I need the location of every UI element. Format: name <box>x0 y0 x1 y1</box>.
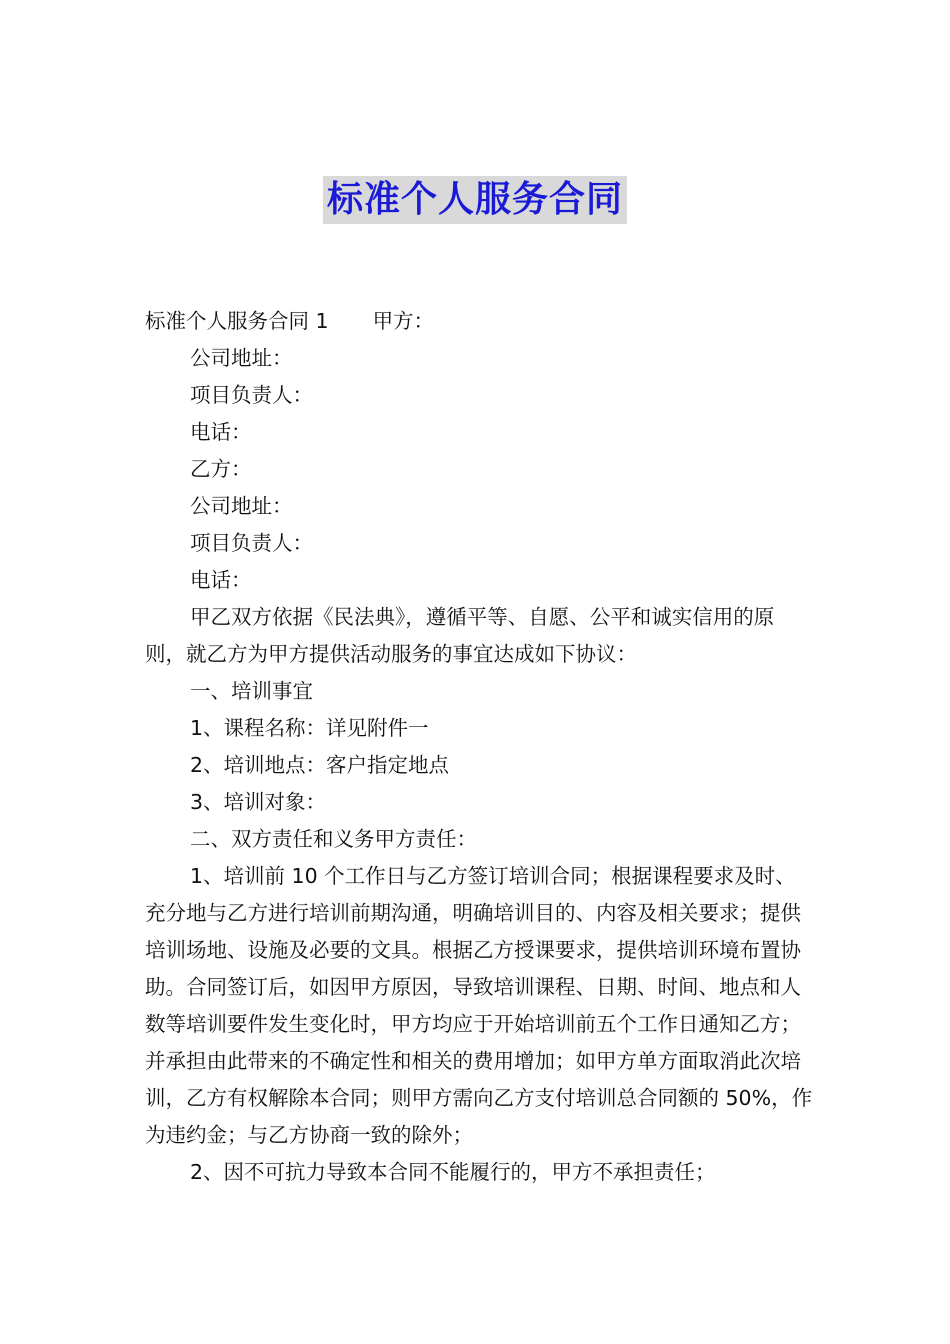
paragraph-company-address-b: 公司地址： <box>190 494 293 518</box>
paragraph-party-a-duty-1: 1、培训前 10 个工作日与乙方签订培训合同；根据课程要求及时、充分地与乙方进行培训前期沟通，明确培训目的、内容及相关要求；提供培训场地、设施及必要的文具。根据乙方授课要求，提供培训环境布置协助。合同签订后，如因甲方原因，导致培训课程、日期、时间、地点和人数等培训要件发生变化时，甲方均应于开始培训前五个工作日通知乙方；并承担由此带来的不确定性和相关的费用增加；如甲方单方面取消此次培训，乙方有权解除本合同；则甲方需向乙方支付培训总合同额的 50%，作为违约金；与乙方协商一致的除外； <box>145 864 813 1147</box>
section-heading-training: 一、培训事宜 <box>190 679 313 703</box>
paragraph-company-address-a: 公司地址： <box>190 346 293 370</box>
section-heading-responsibilities: 二、双方责任和义务甲方责任： <box>190 827 477 851</box>
document-title: 标准个人服务合同 <box>323 176 627 224</box>
paragraph-phone-a: 电话： <box>190 420 252 444</box>
paragraph-agreement-intro: 甲乙双方依据《民法典》，遵循平等、自愿、公平和诚实信用的原则，就乙方为甲方提供活动服务的事宜达成如下协议： <box>145 605 775 666</box>
paragraph-training-target: 3、培训对象： <box>190 790 327 814</box>
paragraph-course-name: 1、课程名称：详见附件一 <box>190 716 429 740</box>
contract-heading: 标准个人服务合同 1 <box>145 309 329 333</box>
document-body <box>145 303 815 1191</box>
paragraph-party-b: 乙方： <box>190 457 252 481</box>
paragraph-party-a-duty-2: 2、因不可抗力导致本合同不能履行的，甲方不承担责任； <box>190 1160 716 1184</box>
paragraph-training-location: 2、培训地点：客户指定地点 <box>190 753 450 777</box>
title-container <box>0 176 950 224</box>
paragraph-project-lead-a: 项目负责人： <box>190 383 313 407</box>
party-a-label: 甲方： <box>372 309 435 333</box>
paragraph-phone-b: 电话： <box>190 568 252 592</box>
first-line <box>145 303 815 340</box>
paragraph-project-lead-b: 项目负责人： <box>190 531 313 555</box>
